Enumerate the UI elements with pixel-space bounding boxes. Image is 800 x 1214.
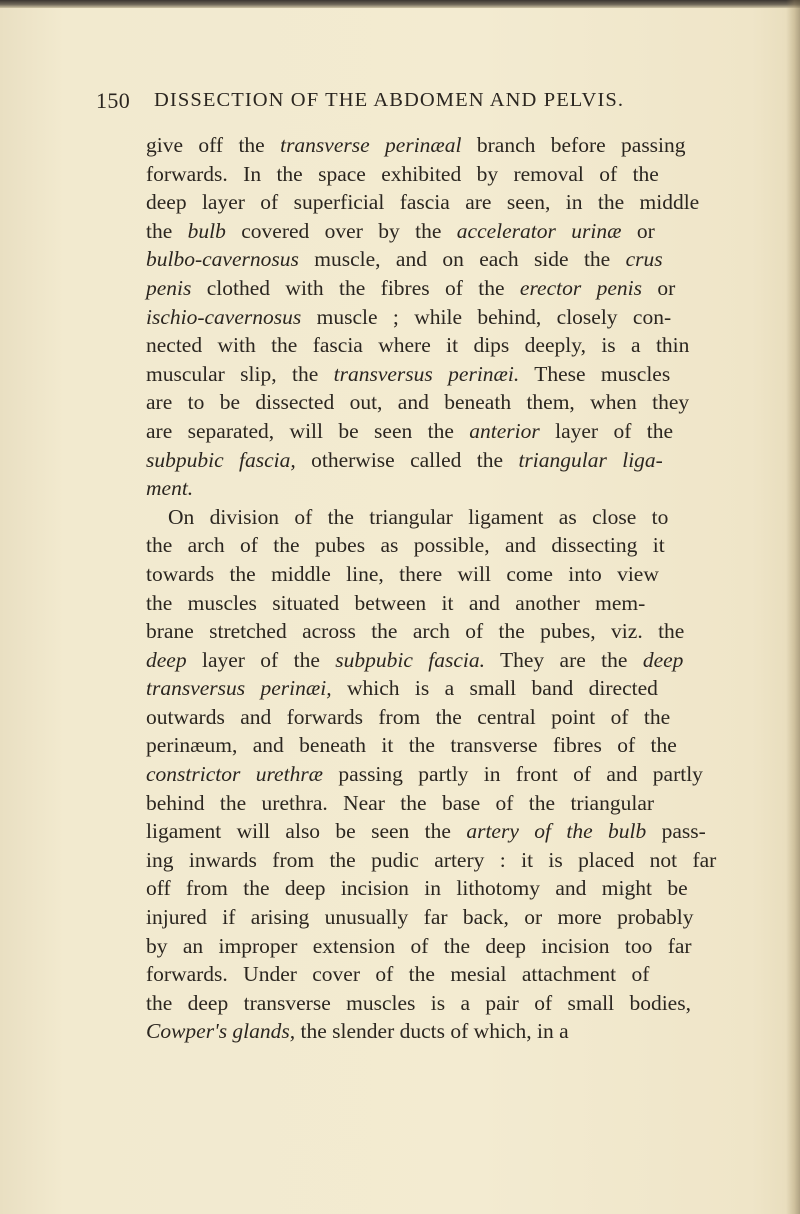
text-line [146, 932, 780, 961]
text-line [146, 274, 780, 303]
page-right-edge-shadow [786, 0, 800, 1214]
italic-term: anterior [469, 418, 540, 443]
text-segment: towards the middle line, there will come into view [146, 561, 659, 586]
text-segment: branch before passing [461, 133, 686, 157]
text-segment: which is a small band directed [331, 676, 658, 701]
text-segment: outwards and forwards from the central point of the [146, 704, 671, 729]
text-line [146, 903, 780, 932]
text-segment: ligament will also be seen the [146, 819, 467, 844]
text-line [146, 217, 780, 246]
text-line [146, 417, 780, 446]
italic-term: transversus perinæi. [333, 361, 520, 386]
text-segment: ing inwards from the pudic artery : it is placed not far [146, 847, 717, 872]
italic-term: transversus perinæi, [146, 676, 332, 701]
text-line [146, 388, 780, 417]
italic-term: erector penis [519, 275, 642, 300]
text-line [146, 360, 780, 389]
text-segment: forwards. Under cover of the mesial attachment of [146, 962, 650, 987]
italic-term: ment. [146, 476, 194, 501]
text-line [146, 789, 780, 818]
page-number: 150 [96, 88, 131, 113]
text-segment: are separated, will be seen the [146, 418, 470, 443]
text-segment: These muscles [519, 361, 671, 386]
italic-term: accelerator urinæ [456, 218, 622, 243]
italic-term: transverse perinæal [280, 133, 462, 157]
text-segment: deep layer of superficial fascia are seen, in the middle [146, 190, 700, 215]
text-segment: brane stretched across the arch of the pubes, viz. the [146, 619, 685, 644]
italic-term: ischio-cavernosus [146, 304, 302, 329]
text-segment: covered over by the [225, 218, 457, 243]
italic-term: deep [146, 647, 187, 672]
text-segment: nected with the fascia where it dips deeply, is a thin [146, 333, 690, 358]
text-line [146, 474, 780, 503]
text-line [146, 331, 780, 360]
text-line [146, 874, 780, 903]
italic-term: constrictor urethræ [146, 762, 324, 787]
text-line [146, 674, 780, 703]
text-segment: the [146, 218, 188, 243]
italic-term: triangular liga- [518, 447, 663, 472]
italic-term: bulbo-cavernosus [146, 247, 299, 272]
italic-term: bulb [187, 218, 226, 243]
page-header [96, 88, 736, 118]
italic-term: crus [625, 247, 663, 272]
body-text [146, 131, 780, 1046]
text-segment: off from the deep incision in lithotomy and might be [146, 876, 688, 901]
text-line [146, 846, 780, 875]
text-segment: the arch of the pubes as possible, and dissecting it [146, 533, 665, 558]
page-top-edge [0, 0, 800, 8]
text-segment: the deep transverse muscles is a pair of small bodies, [146, 990, 691, 1015]
text-line [146, 817, 780, 846]
text-line [146, 589, 780, 618]
text-segment: perinæum, and beneath it the transverse fibres of the [146, 733, 677, 758]
italic-term: artery of the bulb [466, 819, 647, 844]
text-line [146, 703, 780, 732]
text-line [146, 760, 780, 789]
text-segment: give off the [146, 133, 281, 157]
text-line [146, 1017, 780, 1046]
text-segment: otherwise called the [295, 447, 519, 472]
italic-term: penis [146, 275, 192, 300]
text-segment: muscular slip, the [146, 361, 334, 386]
text-segment: passing partly in front of and partly [323, 762, 703, 787]
text-segment: layer of the [539, 418, 674, 443]
text-segment: On division of the triangular ligament as close to [168, 504, 669, 529]
text-segment: by an improper extension of the deep incision too far [146, 933, 692, 958]
text-segment: pass- [646, 819, 706, 844]
italic-term: subpubic fascia, [146, 447, 296, 472]
text-segment: behind the urethra. Near the base of the triangular [146, 790, 655, 815]
text-segment: injured if arising unusually far back, or more probably [146, 905, 694, 930]
text-line [146, 245, 780, 274]
text-line [146, 989, 780, 1018]
text-line [146, 160, 780, 189]
text-segment: clothed with the fibres of the [191, 275, 520, 300]
text-line [146, 646, 780, 675]
text-segment: or [641, 275, 676, 300]
text-segment: the slender ducts of which, in a [295, 1019, 569, 1044]
italic-term: Cowper's glands, [146, 1019, 296, 1044]
text-segment: or [621, 218, 655, 243]
text-segment: the muscles situated between it and another mem- [146, 590, 646, 615]
text-segment: muscle ; while behind, closely con- [301, 304, 672, 329]
text-line [146, 131, 780, 160]
text-line [146, 188, 780, 217]
text-line [146, 446, 780, 475]
text-line [146, 503, 780, 532]
italic-term: deep [642, 647, 684, 672]
text-segment: layer of the [186, 647, 336, 672]
text-line [146, 960, 780, 989]
text-segment: are to be dissected out, and beneath them, when they [146, 390, 690, 415]
running-title: DISSECTION OF THE ABDOMEN AND PELVIS. [154, 89, 625, 111]
text-segment: They are the [485, 647, 643, 672]
italic-term: subpubic fascia. [335, 647, 485, 672]
text-segment: muscle, and on each side the [298, 247, 626, 272]
text-line [146, 560, 780, 589]
text-line [146, 531, 780, 560]
text-line [146, 617, 780, 646]
text-segment: forwards. In the space exhibited by removal of the [146, 161, 659, 186]
text-line [146, 731, 780, 760]
text-line [146, 303, 780, 332]
